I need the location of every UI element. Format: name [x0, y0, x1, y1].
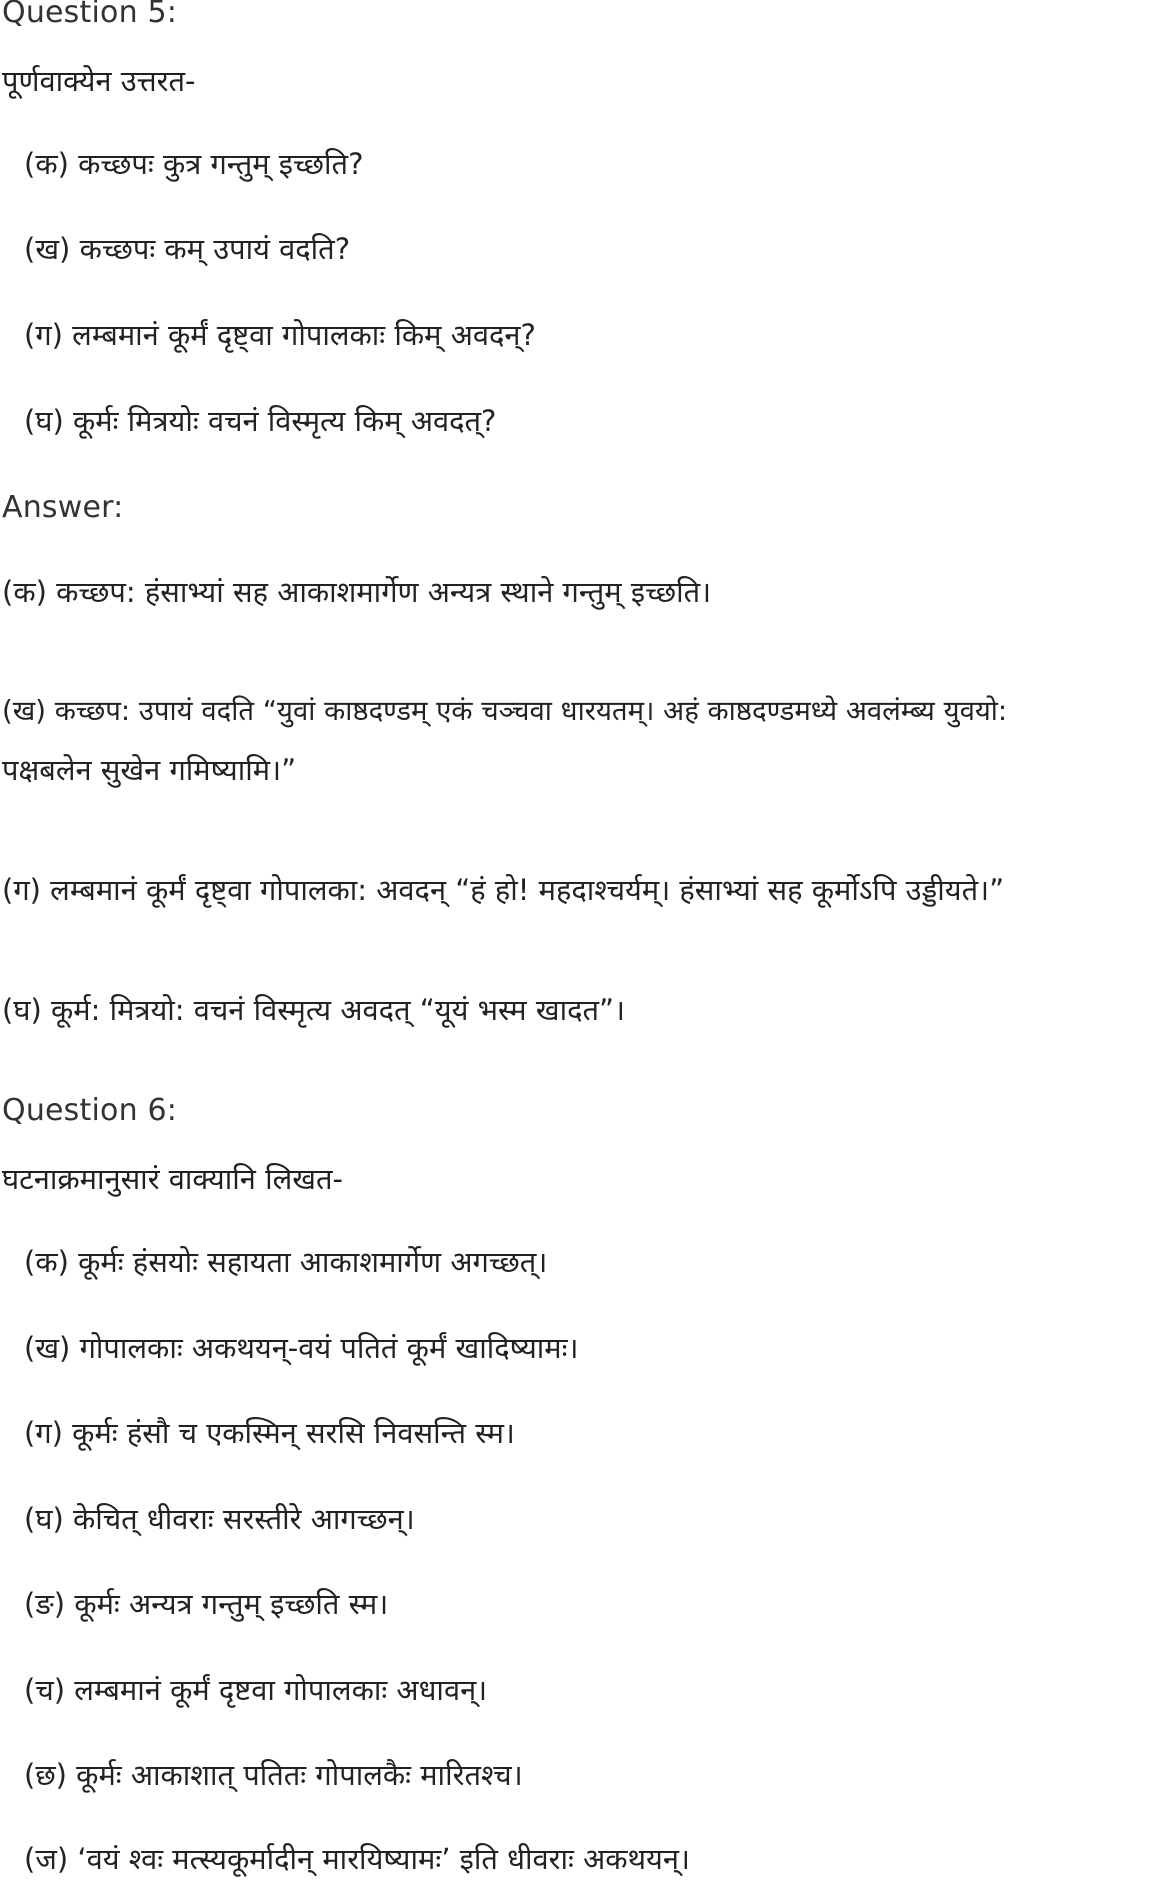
question-6-item: (घ) केचित् धीवराः सरस्तीरे आगच्छन्। — [24, 1502, 415, 1536]
answer-item-continuation: पक्षबलेन सुखेन गमिष्यामि।” — [2, 753, 297, 787]
question-6-heading: Question 6: — [2, 1093, 178, 1128]
answer-item: (क) कच्छप: हंसाभ्यां सह आकाशमार्गेण अन्यत्र स्थाने गन्तुम् इच्छति। — [2, 575, 712, 609]
question-6-instruction: घटनाक्रमानुसारं वाक्यानि लिखत- — [2, 1162, 343, 1196]
question-5-item: (घ) कूर्मः मित्रयोः वचनं विस्मृत्य किम् अवदत्? — [24, 404, 497, 438]
question-6-item: (ख) गोपालकाः अकथयन्-वयं पतितं कूर्मं खादिष्यामः। — [24, 1331, 579, 1365]
question-5-heading: Question 5: — [2, 0, 178, 30]
question-5-item: (ख) कच्छपः कम् उपायं वदति? — [24, 232, 351, 266]
question-5-item: (क) कच्छपः कुत्र गन्तुम् इच्छति? — [24, 147, 364, 181]
question-6-item: (ङ) कूर्मः अन्यत्र गन्तुम् इच्छति स्म। — [24, 1587, 389, 1621]
answer-item: (घ) कूर्म: मित्रयो: वचनं विस्मृत्य अवदत् “यूयं भस्म खादत”। — [2, 993, 626, 1027]
question-6-item: (ग) कूर्मः हंसौ च एकस्मिन् सरसि निवसन्ति स्म। — [24, 1416, 515, 1450]
question-5-instruction: पूर्णवाक्येन उत्तरत- — [2, 64, 196, 98]
answer-item: (ख) कच्छप: उपायं वदति “युवां काष्ठदण्डम् एकं चञ्चवा धारयतम्। अहं काष्ठदण्डमध्ये अवलंम्ब्य युवयो: — [2, 695, 1008, 727]
question-6-item: (ज) ‘वयं श्वः मत्स्यकूर्मादीन् मारयिष्यामः’ इति धीवराः अकथयन्। — [24, 1842, 690, 1876]
question-6-item: (क) कूर्मः हंसयोः सहायता आकाशमार्गेण अगच्छत्। — [24, 1245, 548, 1279]
answer-item: (ग) लम्बमानं कूर्मं दृष्ट्वा गोपालका: अवदन् “हं हो! महदाश्चर्यम्। हंसाभ्यां सह कूर्मोऽपि उड्डीयते।” — [2, 873, 1005, 907]
question-6-item: (छ) कूर्मः आकाशात् पतितः गोपालकैः मारितश्च। — [24, 1758, 523, 1792]
question-6-item: (च) लम्बमानं कूर्मं दृष्टवा गोपालकाः अधावन्। — [24, 1673, 488, 1707]
question-5-item: (ग) लम्बमानं कूर्मं दृष्ट्वा गोपालकाः किम् अवदन्? — [24, 318, 536, 352]
answer-heading: Answer: — [2, 490, 124, 525]
